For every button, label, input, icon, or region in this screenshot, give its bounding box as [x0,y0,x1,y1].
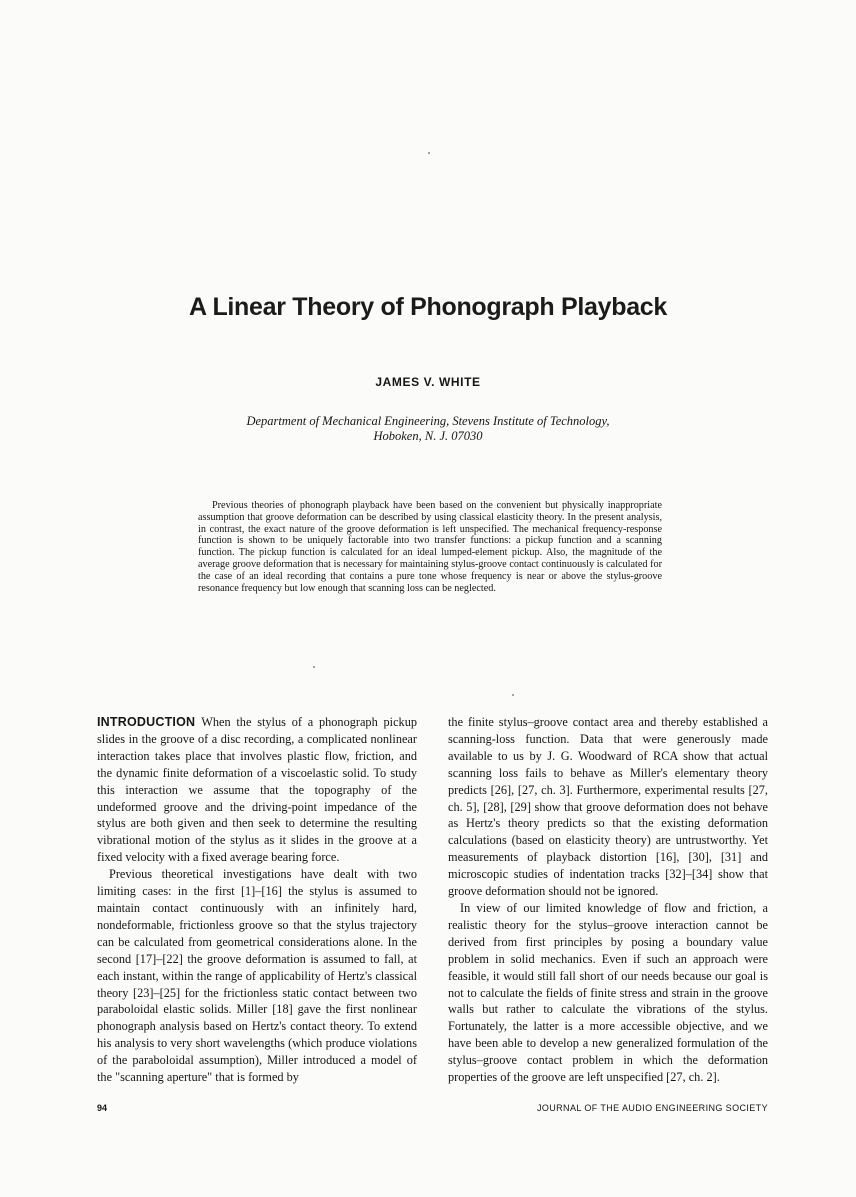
scan-speck [313,666,315,668]
author-name: JAMES V. WHITE [375,375,481,389]
paper-title: A Linear Theory of Phonograph Playback [188,293,668,321]
author-affiliation [0,414,856,444]
journal-name: JOURNAL OF THE AUDIO ENGINEERING SOCIETY [536,1103,768,1113]
intro-paragraph-1-text: When the stylus of a phonograph pickup slides in the groove of a disc recording, a complicated nonlinear interaction takes place that involves plastic flow, friction, and the dynamic finite deformation of a viscoelastic solid. To study this interaction we assume that the topography of the undeformed groove and the driving-point impedance of the stylus are both given and then seek to determine the resulting vibrational motion of the stylus as it slides in the groove at a fixed velocity with a fixed average bearing force. [97,715,417,865]
left-column [97,714,417,1086]
affiliation-line-2: Hoboken, N. J. 07030 [373,429,483,443]
right-paragraph-2: In view of our limited knowledge of flow and friction, a realistic theory for the stylus–groove interaction cannot be derived from first principles by posing a boundary value problem in solid mechanics. Even if such an approach were feasible, it would still fall short of our needs because our goal is not to calculate the fields of finite stress and strain in the groove walls but rather to calculate the vibrations of the stylus. Fortunately, the latter is a more accessible objective, and we have been able to develop a new generalized formulation of the stylus–groove contact problem in which the deformation properties of the groove are left unspecified [27, ch. 2]. [448,900,768,1085]
scan-speck [512,694,514,696]
right-paragraph-1: the finite stylus–groove contact area and thereby established a scanning-loss function. Data that were generously made available to us by J. G. Woodward of RCA show that actual scanning loss fails to behave as Miller's elementary theory predicts [26], [27, ch. 3]. Furthermore, experimental results [27, ch. 5], [28], [29] show that groove deformation does not behave as Hertz's theory predicts so that the existing deformation calculations (based on elasticity theory) are untrustworthy. Yet measurements of playback distortion [16], [30], [31] and microscopic studies of indentation tracks [32]–[34] show that groove deformation should not be ignored. [448,715,768,899]
scan-speck [428,152,430,154]
section-heading-introduction: INTRODUCTION [97,715,196,729]
affiliation-line-1: Department of Mechanical Engineering, Stevens Institute of Technology, [246,414,610,428]
abstract: Previous theories of phonograph playback have been based on the convenient but physically inappropriate assumption that groove deformation can be described by using classical elasticity theory. In the present analysis, in contrast, the exact nature of the groove deformation is left unspecified. The mechanical frequency-response function is shown to be uniquely factorable into two transfer functions: a pickup function and a scanning function. The pickup function is calculated for an ideal lumped-element pickup. Also, the magnitude of the average groove deformation that is necessary for maintaining stylus-groove contact continuously is calculated for the case of an ideal recording that contains a pure tone whose frequency is near or above the stylus-groove resonance frequency but low enough that scanning loss can be neglected. [198,500,662,594]
intro-paragraph-2: Previous theoretical investigations have dealt with two limiting cases: in the first [1]–[16] the stylus is assumed to maintain contact continuously with an infinitely hard, nondeformable, frictionless groove so that the stylus trajectory can be calculated from geometrical considerations alone. In the second [17]–[22] the groove deformation is assumed to fall, at each instant, within the range of applicability of Hertz's classical theory [23]–[25] for the frictionless static contact between two paraboloidal elastic solids. Miller [18] gave the first nonlinear phonograph analysis based on Hertz's contact theory. To extend his analysis to very short wavelengths (which produce violations of the paraboloidal assumption), Miller introduced a model of the "scanning aperture" that is formed by [97,867,417,1085]
intro-paragraph-1 [97,714,417,866]
right-column [448,714,768,1086]
page-number: 94 [97,1103,108,1113]
